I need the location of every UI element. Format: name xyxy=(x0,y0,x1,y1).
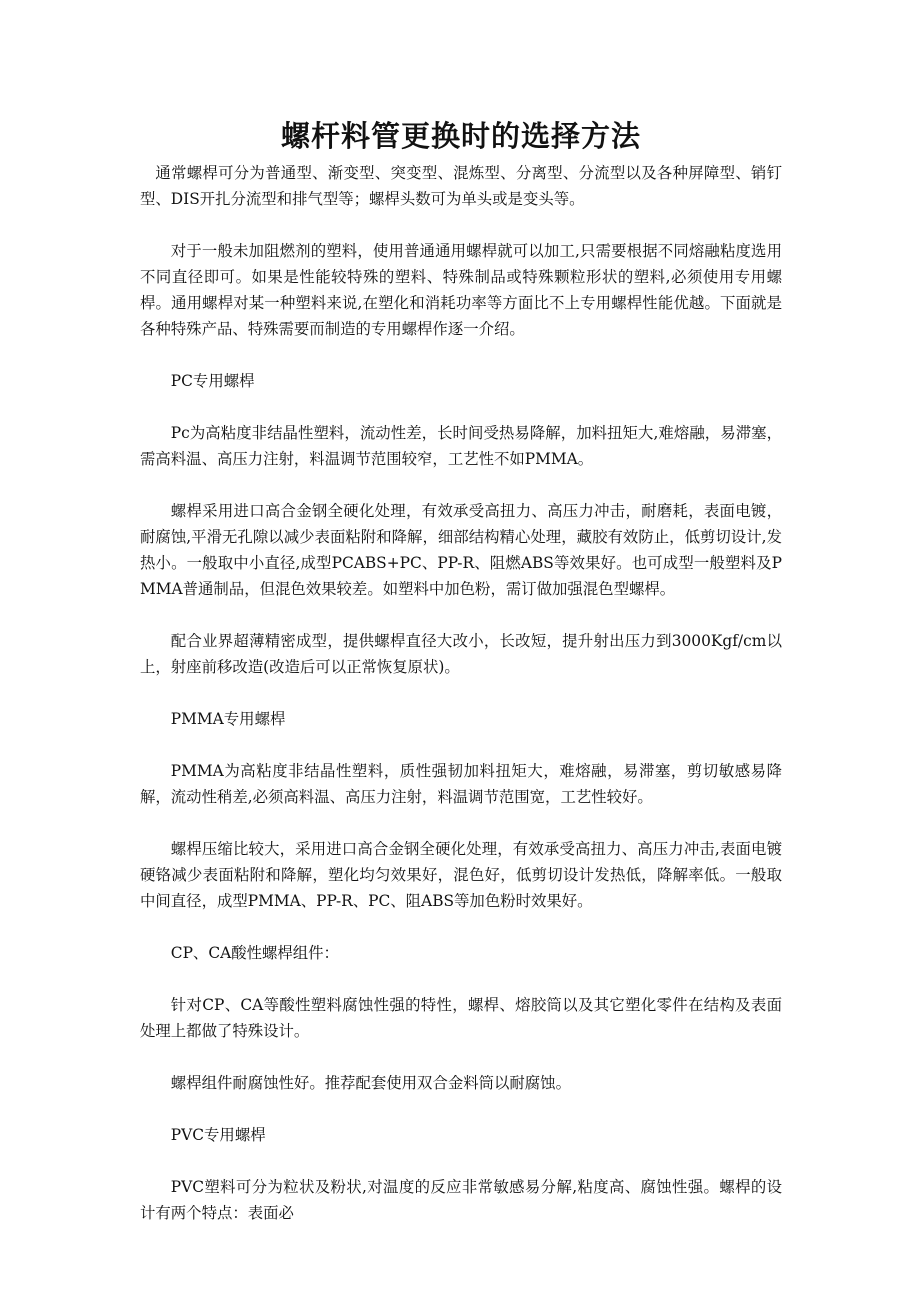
paragraph-cp-ca-corrosion: 螺桿组件耐腐蚀性好。推荐配套使用双合金料筒以耐腐蚀。 xyxy=(170,1074,571,1092)
paragraph-pc-properties: Pc为高粘度非结晶性塑料，流动性差，长时间受热易降解，加料扭矩大,难熔融，易滞塞，需高料温、高压力注射，料温调节范围较窄，工艺性不如PMMA。 xyxy=(140,424,782,468)
paragraph-general-screw: 对于一般未加阻燃剂的塑料，使用普通通用螺桿就可以加工,只需要根据不同熔融粘度选用不同直径即可。如果是性能较特殊的塑料、特殊制品或特殊颗粒形状的塑料,必须使用专用螺桿。通用螺桿对某一种塑料来说,在塑化和消耗功率等方面比不上专用螺桿性能优越。下面就是各种特殊产品、特殊需要而制造的专用螺桿作逐一介绍。 xyxy=(140,242,782,338)
section-heading-pc: PC专用螺桿 xyxy=(170,372,255,390)
document-body xyxy=(140,116,782,1226)
paragraph-pc-screw: 螺桿采用进口高合金钢全硬化处理，有效承受高扭力、高压力冲击，耐磨耗，表面电镀，耐腐蚀,平滑无孔隙以减少表面粘附和降解，细部结构精心处理，藏胶有效防止，低剪切设计,发热小。一般取中小直径,成型PCABS+PC、PP-R、阻燃ABS等效果好。也可成型一般塑料及PMMA普通制品，但混色效果较差。如塑料中加色粉，需订做加强混色型螺桿。 xyxy=(140,502,782,598)
section-heading-cp-ca: CP、CA酸性螺桿组件： xyxy=(170,944,339,962)
paragraph-pvc-properties: PVC塑料可分为粒状及粉状,对温度的反应非常敏感易分解,粘度高、腐蚀性强。螺桿的设计有两个特点：表面必 xyxy=(140,1178,782,1222)
paragraph-pmma-properties: PMMA为高粘度非结晶性塑料，质性强韧加料扭矩大，难熔融，易滞塞，剪切敏感易降解，流动性稍差,必须高料温、高压力注射，料温调节范围宽，工艺性较好。 xyxy=(140,762,782,806)
paragraph-intro: 通常螺桿可分为普通型、渐变型、突变型、混炼型、分离型、分流型以及各种屏障型、销钉型、DIS开扎分流型和排气型等；螺桿头数可为单头或是变头等。 xyxy=(140,164,782,208)
paragraph-cp-ca-design: 针对CP、CA等酸性塑料腐蚀性强的特性，螺桿、熔胶筒以及其它塑化零件在结构及表面处理上都做了特殊设计。 xyxy=(140,996,782,1040)
paragraph-pmma-screw: 螺桿压缩比较大，采用进口高合金钢全硬化处理，有效承受高扭力、高压力冲击,表面电镀硬铬减少表面粘附和降解，塑化均匀效果好，混色好，低剪切设计发热低，降解率低。一般取中间直径，成型PMMA、PP-R、PC、阻ABS等加色粉时效果好。 xyxy=(140,840,782,910)
section-heading-pmma: PMMA专用螺桿 xyxy=(170,710,286,728)
document-title: 螺杆料管更换时的选择方法 xyxy=(280,119,641,153)
paragraph-pc-thin-molding: 配合业界超薄精密成型，提供螺桿直径大改小，长改短，提升射出压力到3000Kgf/cm以上，射座前移改造(改造后可以正常恢复原状)。 xyxy=(140,632,782,676)
section-heading-pvc: PVC专用螺桿 xyxy=(170,1126,266,1144)
